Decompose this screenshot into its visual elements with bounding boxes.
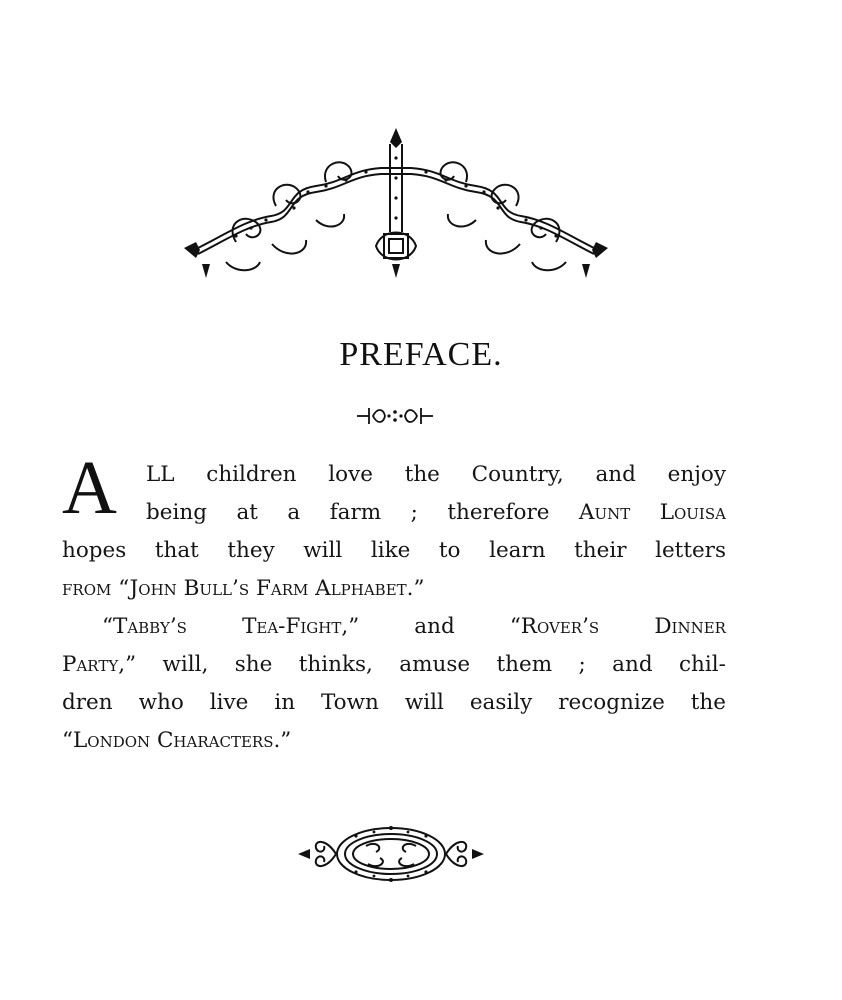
ornamental-tailpiece-icon <box>296 818 486 890</box>
word: and <box>414 614 455 639</box>
word: children <box>206 462 297 487</box>
word: “Tabby’s <box>102 614 187 639</box>
word: and <box>595 462 636 487</box>
word: in <box>274 690 296 715</box>
word: Dinner <box>654 614 726 639</box>
word: Town <box>321 690 379 715</box>
word: who <box>138 690 184 715</box>
word: letters <box>655 538 726 563</box>
word: learn <box>489 538 546 563</box>
word: their <box>574 538 627 563</box>
word: at <box>236 500 258 525</box>
word: a <box>287 500 301 525</box>
word: chil- <box>679 652 726 677</box>
word: she <box>234 652 273 677</box>
text-line <box>62 684 726 722</box>
word: Louisa <box>659 500 726 525</box>
word: ; <box>410 500 418 525</box>
word: like <box>370 538 411 563</box>
text-line <box>62 532 726 570</box>
word: live <box>209 690 249 715</box>
word: the <box>690 690 726 715</box>
word: love <box>328 462 373 487</box>
word: hopes <box>62 538 127 563</box>
drop-cap: A <box>62 446 117 530</box>
word: Country, <box>471 462 564 487</box>
word: the <box>404 462 440 487</box>
word: easily <box>469 690 533 715</box>
word: to <box>438 538 461 563</box>
word: dren <box>62 690 113 715</box>
word: recognize <box>558 690 665 715</box>
word: amuse <box>399 652 471 677</box>
word: they <box>227 538 275 563</box>
word: will <box>404 690 444 715</box>
word: Party,” <box>62 652 137 677</box>
text-span: “London Characters.” <box>62 728 292 753</box>
text-line <box>62 722 726 760</box>
word: enjoy <box>667 462 726 487</box>
word: thinks, <box>298 652 373 677</box>
fleuron-separator-icon <box>355 404 435 428</box>
word: Tea-Fight,” <box>242 614 360 639</box>
word: them <box>496 652 553 677</box>
text-line <box>62 494 726 532</box>
text-line <box>62 570 726 608</box>
word: ; <box>578 652 586 677</box>
word: LL <box>146 462 175 487</box>
text-span: from “John Bull’s Farm Alphabet.” <box>62 576 425 601</box>
ornamental-headpiece-icon <box>176 124 616 284</box>
word: being <box>146 500 207 525</box>
word: will <box>303 538 343 563</box>
text-line <box>62 456 726 494</box>
text-line <box>62 608 726 646</box>
page-title: PREFACE. <box>339 336 503 373</box>
word: Aunt <box>578 500 631 525</box>
word: will, <box>162 652 209 677</box>
word: that <box>154 538 199 563</box>
word: and <box>612 652 653 677</box>
word: farm <box>329 500 382 525</box>
word: therefore <box>447 500 550 525</box>
word: “Rover’s <box>509 614 600 639</box>
preface-text <box>62 446 726 760</box>
text-line <box>62 646 726 684</box>
